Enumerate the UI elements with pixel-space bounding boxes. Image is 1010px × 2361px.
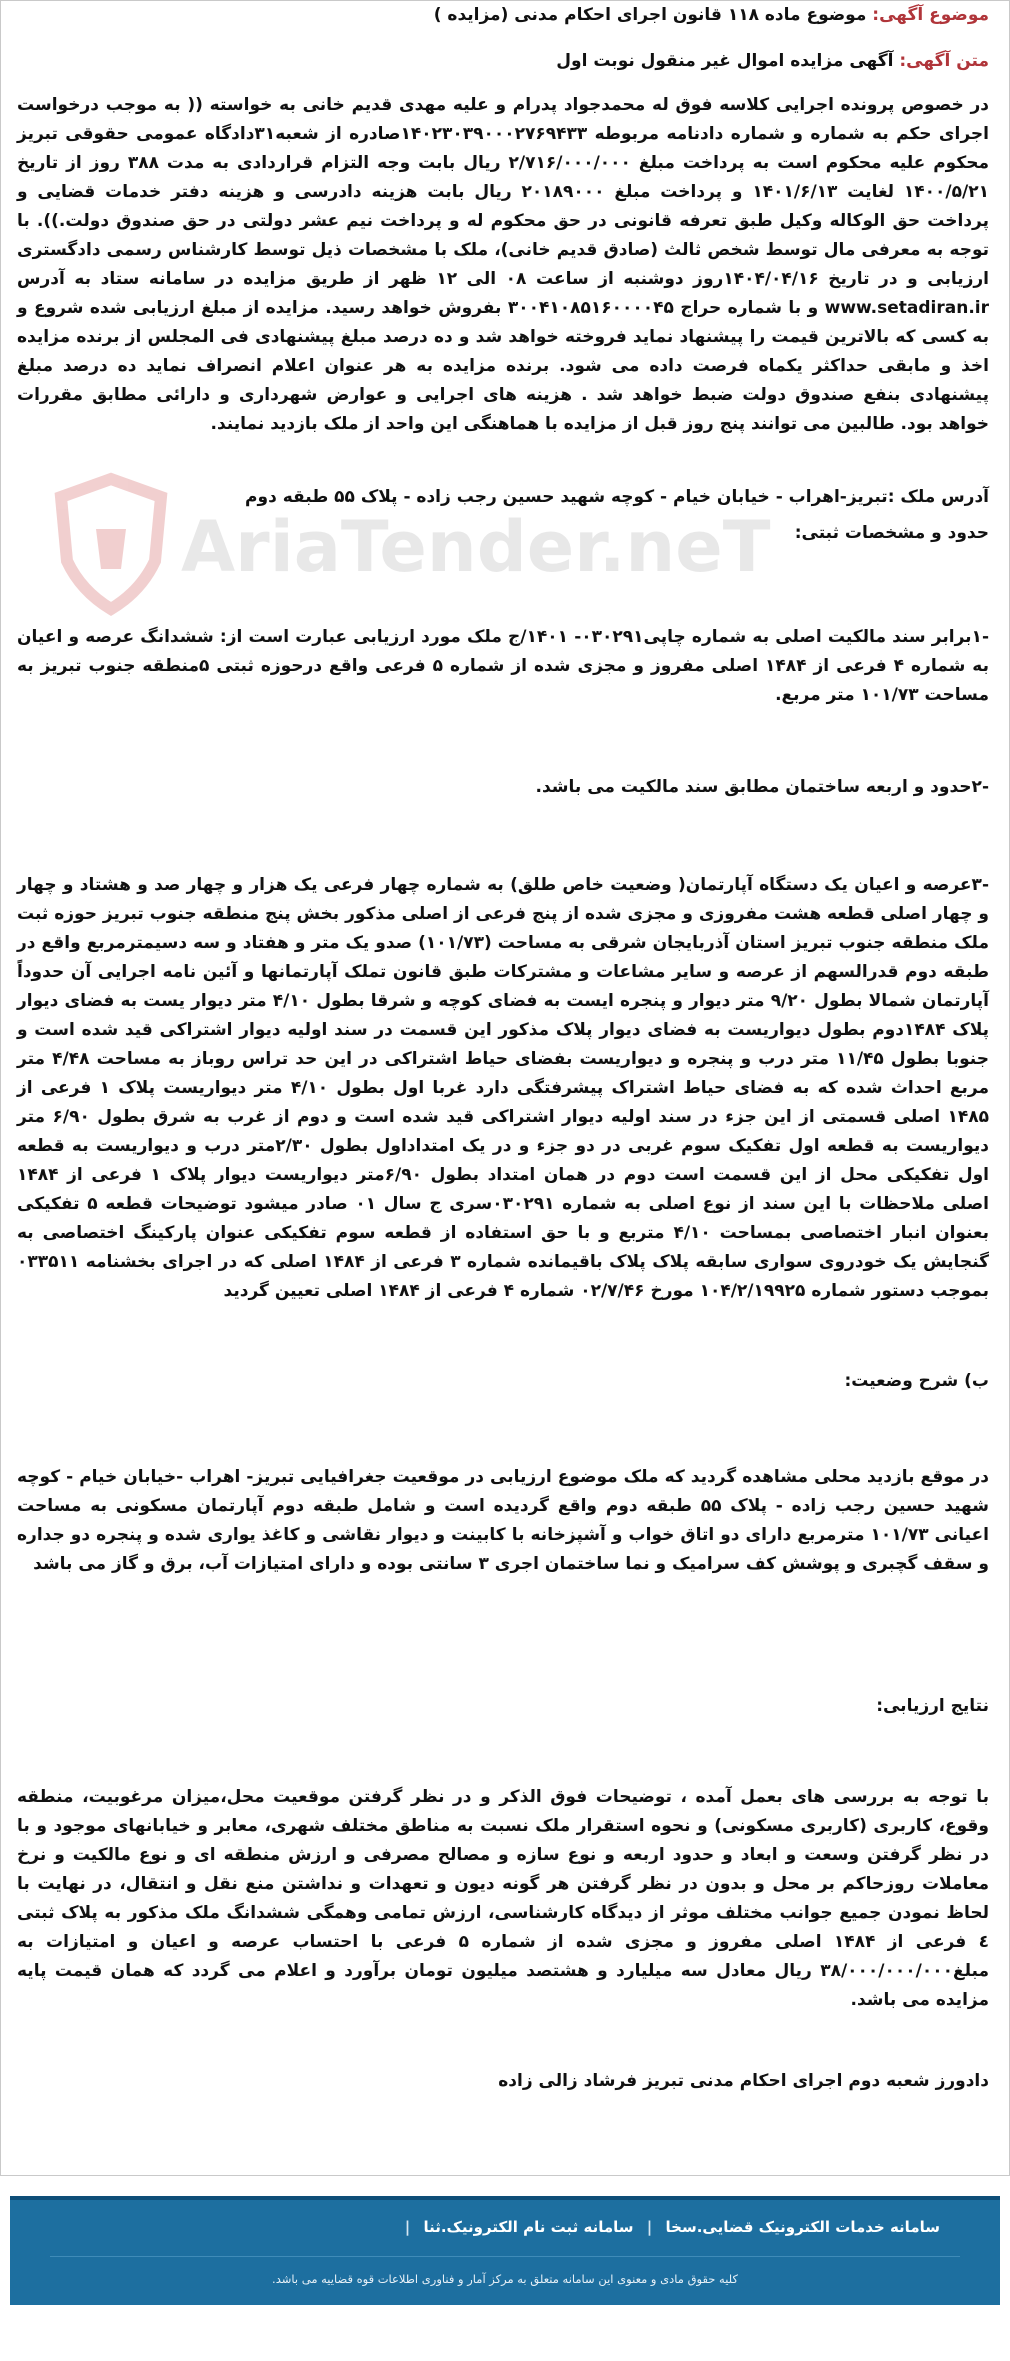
site-footer [10,2196,1000,2305]
ad-title-line [556,51,989,71]
status-heading: ب) شرح وضعیت: [844,1371,989,1391]
item-3-paragraph: -۳عرصه و اعیان یک دستگاه آپارتمان( وضعیت خاص طلق) به شماره چهار فرعی یک هزار و چهار صد و هشتاد و چهار و چهار اصلی قطعه هشت مفروزی و مجزی شده از پنج فرعی از اصلی مذکور بخش پنج منطقه جنوب تبریز حوزه ثبت ملک منطقه جنوب تبریز استان آذربایجان شرقی به مساحت (۱۰۱/۷۳) صدو یک متر و هفتاد و سه دسیمترمربع واقع در طبقه دوم قدرالسهم از عرصه و سایر مشاعات و مشترکات طبق قانون تملک آپارتمانها و آئین نامه اجرایی آن حدوداً آپارتمان شمالا بطول ۹/۲۰ متر دیوار و پنجره ایست به فضای کوچه و شرقا بطول ۴/۱۰ متر دیوار یست به فضای دیوار پلاک ۱۴۸۴دوم بطول دیواریست به فضای دیوار پلاک مذکور این قسمت در سند اولیه دیوار اشتراکی قید شده است و جنوبا بطول ۱۱/۴۵ متر درب و پنجره و دیواریست بفضای حیاط اشتراکی در این حد تراس روباز به مساحت ۴/۴۸ متر مربع احداث شده که به فضای حیاط اشتراک پیشرفتگی دارد غربا اول بطول ۴/۱۰ متر دیواریست پلاک ۱ فرعی از ۱۴۸۵ اصلی قسمتی از این جزء در سند اولیه دیوار اشتراکی قید شده است و دوم از غرب به شرق بطول ۶/۹۰ متر دیواریست به قطعه اول تفکیک سوم غربی در دو جزء و در یک امتداداول بطول ۲/۳۰متر درب و دیواریست به قطعه اول تفکیکی محل از این قسمت است دوم در همان امتداد بطول ۶/۹۰متر دیواریست دیوار پلاک ۱ فرعی از ۱۴۸۴ اصلی ملاحظات با این سند از نوع اصلی به شماره ۰۳۰۲۹۱سری ج سال ۰۱ صادر میشود توضیحات قطعه ۵ تفکیکی بعنوان انبار اختصاصی بمساحت ۴/۱۰ متربع و با حق استفاده از قطعه سوم تفکیکی عنوان پارکینگ اختصاصی به گنجایش یک خودروی سواری سابقه پلاک پلاک باقیمانده شماره ۳ فرعی از ۱۴۸۴ اصلی که در اجرای بخشنامه ۰۳۳۵۱۱ بموجب دستور شماره ۱۰۴/۲/۱۹۹۲۵ مورخ ۰۲/۷/۴۶ شماره ۴ فرعی از ۱۴۸۴ اصلی تعیین گردید [17,875,990,1301]
ad-title: آگهی مزایده اموال غیر منقول نوبت اول [556,51,894,71]
footer-copyright: کلیه حقوق مادی و معنوی این سامانه متعلق به مرکز آمار و فناوری اطلاعات قوه قضاییه می باشد. [272,2272,738,2286]
address-line: آدرس ملک :تبریز-اهراب - خیابان خیام - کوچه شهید حسین رجب زاده - پلاک ۵۵ طبقه دوم [245,487,989,507]
footer-link-sana[interactable]: سامانه ثبت نام الکترونیک.ثنا [423,2218,634,2236]
item-2-paragraph: -۲حدود و اربعه ساختمان مطابق سند مالکیت می باشد. [535,777,989,797]
subject-text: موضوع ماده ۱۱۸ قانون اجرای احکام مدنی (مزایده ) [433,5,867,25]
watermark-shield-icon [61,479,161,609]
status-paragraph: در موقع بازدید محلی مشاهده گردید که ملک موضوع ارزیابی در موقعیت جغرافیایی تبریز- اهراب -خیابان خیام - کوچه شهید حسین رجب زاده - پلاک ۵۵ طبقه دوم واقع گردیده است و شامل طبقه دوم آپارتمان مسکونی به مساحت اعیانی ۱۰۱/۷۳ مترمربع دارای دو اتاق خواب و آشپزخانه با کابینت و دیوار نقاشی و کاغذ یواری شده و پنجره دو جداره و سقف گچبری و پوشش کف سرامیک و نما ساختمان اجری ۳ سانتی بوده و دارای امتیازات آب، برق و گاز می باشد [17,1467,989,1574]
ad-label: متن آگهی: [899,51,989,71]
subject-label: موضوع آگهی: [872,5,989,25]
footer-link-sakha[interactable]: سامانه خدمات الکترونیک قضایی.سخا [665,2218,940,2236]
watermark-text: AriaTender.neT [181,506,771,588]
footer-divider [50,2256,960,2257]
limits-heading: حدود و مشخصات ثبتی: [794,523,989,543]
results-paragraph: با توجه به بررسی های بعمل آمده ، توضیحات فوق الذکر و در نظر گرفتن موقعیت محل،میزان مرغوبیت، منطقه وقوع، کاربری (کاربری مسکونی) و نحوه استقرار ملک نسبت به مناطق مختلف شهری، معابر و خیابانهای موجود و با در نظر گرفتن وسعت و ابعاد و حدود اربعه و نوع سازه و مصالح مصرفی و ارزش منطقه ای و نوع مالکیت و نرخ معاملات روزحاکم بر محل و بدون در نظر گرفتن هر گونه دیون و تعهدات و نداشتن منع نقل و انتقال، در نهایت با لحاظ نمودن جمیع جوانب مختلف موثر از دیدگاه کارشناسی، ارزش تمامی وهمگی ششدانگ ملک مذکور به پلاک ثبتی ٤ فرعی از ۱۴۸۴ اصلی مفروز و مجزی شده از شماره ۵ فرعی با احتساب عرصه و اعیان و امتیازات به مبلغ۳۸/۰۰۰/۰۰۰/۰۰۰ ریال معادل سه میلیارد و هشتصد میلیون تومان برآورد و اعلام می گردد که همان قیمت پایه مزایده می باشد. [17,1787,990,2010]
item-1-paragraph: -۱برابر سند مالکیت اصلی به شماره چاپی۰۳۰۲۹۱- ۱۴۰۱/ج ملک مورد ارزیابی عبارت است از: ششدانگ عرصه و اعیان به شماره ۴ فرعی از ۱۴۸۴ اصلی مفروز و مجزی شده از شماره ۵ فرعی واقع درحوزه ثبتی ۵منطقه جنوب تبریز به مساحت ۱۰۱/۷۳ متر مربع. [17,627,989,705]
signature-line: دادورز شعبه دوم اجرای احکام مدنی تبریز فرشاد زالی زاده [498,2071,989,2091]
results-heading: نتایج ارزیابی: [876,1696,989,1716]
subject-line [434,5,989,25]
intro-paragraph: در خصوص پرونده اجرایی کلاسه فوق له محمدجواد پدرام و علیه مهدی قدیم خانی به خواسته (( به موجب درخواست اجرای حکم به شماره و شماره دادنامه مربوطه ۱۴۰۲۳۰۳۹۰۰۰۲۷۶۹۴۳۳صادره از شعبه۳۱دادگاه عمومی حقوقی تبریز محکوم علیه محکوم است به پرداخت مبلغ ۲/۷۱۶/۰۰۰/۰۰۰ ریال بابت وجه التزام قراردادی به مدت ۳۸۸ روز از تاریخ ۱۴۰۰/۵/۲۱ لغایت ۱۴۰۱/۶/۱۳ و پرداخت مبلغ ۲۰۱۸۹۰۰۰ ریال بابت هزینه دادرسی و هزینه دفتر خدمات قضایی و پرداخت حق الوکاله وکیل طبق تعرفه قانونی در حق محکوم له و پرداخت نیم عشر دولتی در حق صندوق دولت.)). با توجه به معرفی مال توسط شخص ثالث (صادق قدیم خانی)، ملک با مشخصات ذیل توسط کارشناس رسمی دادگستری ارزیابی و در تاریخ ۱۴۰۴/۰۴/۱۶روز دوشنبه از ساعت ۰۸ الی ۱۲ ظهر از طریق مزایده در سامانه ستاد به آدرس www.setadiran.ir و با شماره حراج ۳۰۰۴۱۰۸۵۱۶۰۰۰۰۴۵ بفروش خواهد رسید. مزایده از مبلغ ارزیابی شده شروع و به کسی که بالاترین قیمت را پیشنهاد نماید فروخته خواهد شد و ده درصد مبلغ پیشنهادی فی المجلس از برنده مزایده اخذ و مابقی حداکثر یکماه فرصت داده می شود. برنده مزایده به هر عنوان اعلام انصراف نماید ده درصد مبلغ پیشنهادی بنفع صندوق دولت ضبط خواهد شد . هزینه های اجرایی و عوارض شهرداری و دارائی مطابق مقررات خواهد بود. طالبین می توانند پنج روز قبل از مزایده با هماهنگی این واحد از ملک بازدید نمایند. [17,95,989,434]
footer-separator: | [646,2218,653,2236]
footer-links [397,2218,940,2236]
footer-trailing-separator: | [404,2218,411,2236]
